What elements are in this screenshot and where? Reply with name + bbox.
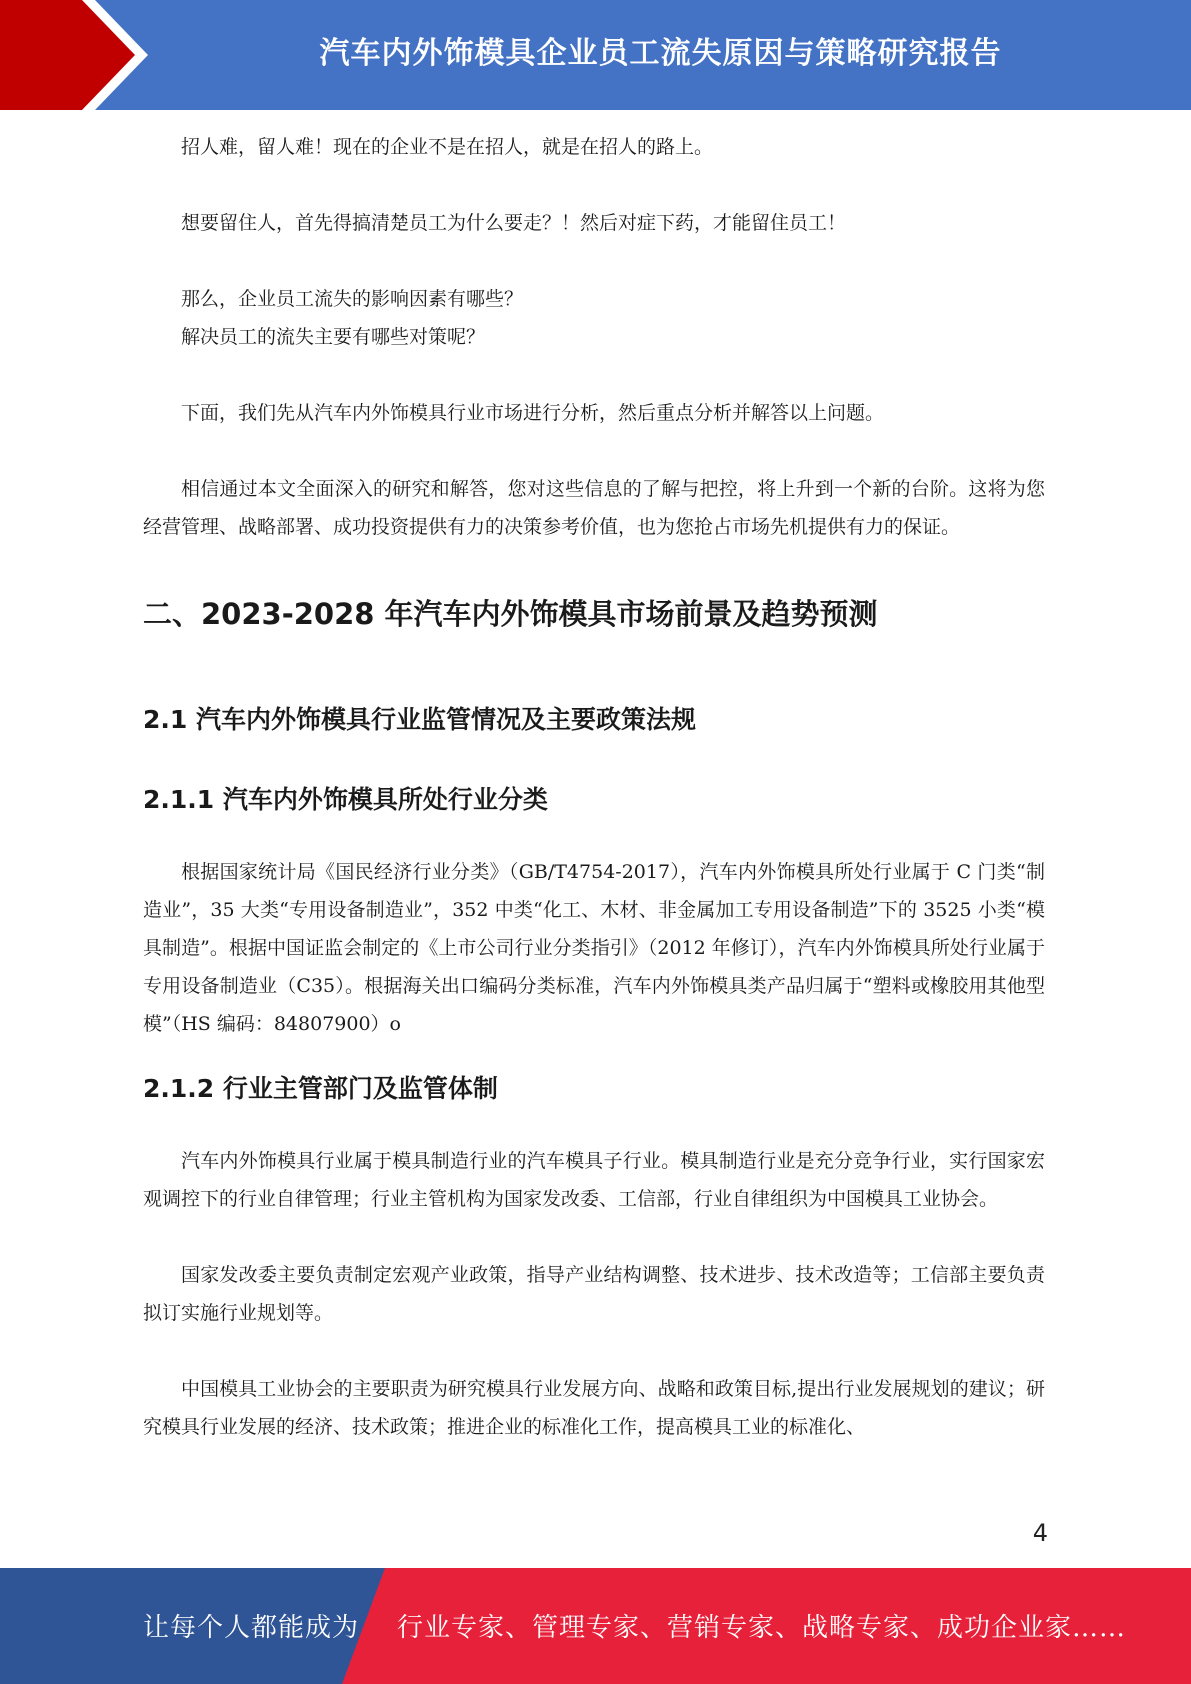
report-title: 汽车内外饰模具企业员工流失原因与策略研究报告 — [319, 36, 1002, 71]
intro-paragraph-2: 想要留住人，首先得搞清楚员工为什么要走？！然后对症下药，才能留住员工！ — [181, 212, 847, 234]
footer-slogan-right: 行业专家、管理专家、营销专家、战略专家、成功企业家…… — [397, 1613, 1127, 1643]
section-2-1-2-paragraph-1: 汽车内外饰模具行业属于模具制造行业的汽车模具子行业。模具制造行业是充分竞争行业，实行国家宏观调控下的行业自律管理；行业主管机构为国家发改委、工信部，行业自律组织为中国模具工业协会。 — [143, 1150, 1045, 1210]
intro-paragraph-6: 相信通过本文全面深入的研究和解答，您对这些信息的了解与把控，将上升到一个新的台阶。这将为您经营管理、战略部署、成功投资提供有力的决策参考价值，也为您抢占市场先机提供有力的保证。 — [143, 478, 1045, 538]
section-2-heading: 二、2023-2028 年汽车内外饰模具市场前景及趋势预测 — [143, 597, 878, 631]
page-content — [143, 128, 1045, 1446]
section-2-1-1-body: 根据国家统计局《国民经济行业分类》（GB/T4754-2017），汽车内外饰模具所处行业属于 C 门类“制造业”，35 大类“专用设备制造业”，352 中类“化工、木材、非金属加工专用设备制造”下的 3525 小类“模具制造”。根据中国证监会制定的《上市公司行业分类指引》（2012 年修订），汽车内外饰模具所处行业属于专用设备制造业（C35）。根据海关出口编码分类标准，汽车内外饰模具类产品归属于“塑料或橡胶用其他型模”（HS 编码：84807900）o — [143, 861, 1045, 1035]
section-2-1-2-paragraph-2: 国家发改委主要负责制定宏观产业政策，指导产业结构调整、技术进步、技术改造等；工信部主要负责拟订实施行业规划等。 — [143, 1264, 1045, 1324]
footer-banner — [0, 1568, 1191, 1684]
intro-paragraph-4: 解决员工的流失主要有哪些对策呢？ — [181, 326, 486, 348]
section-2-1-2-paragraph-3: 中国模具工业协会的主要职责为研究模具行业发展方向、战略和政策目标,提出行业发展规划的建议；研究模具行业发展的经济、技术政策；推进企业的标准化工作，提高模具工业的标准化、 — [143, 1378, 1045, 1438]
section-2-1-1-heading: 2.1.1 汽车内外饰模具所处行业分类 — [143, 785, 548, 814]
intro-paragraph-5: 下面，我们先从汽车内外饰模具行业市场进行分析，然后重点分析并解答以上问题。 — [181, 402, 885, 424]
page-number: 4 — [1032, 1519, 1048, 1547]
section-2-1-2-heading: 2.1.2 行业主管部门及监管体制 — [143, 1074, 498, 1103]
header-banner — [0, 0, 1191, 110]
footer-slogan-left: 让每个人都能成为 — [143, 1613, 360, 1643]
section-2-1-heading: 2.1 汽车内外饰模具行业监管情况及主要政策法规 — [143, 705, 696, 734]
intro-paragraph-1: 招人难，留人难！现在的企业不是在招人，就是在招人的路上。 — [181, 136, 714, 158]
intro-paragraph-3: 那么，企业员工流失的影响因素有哪些？ — [181, 288, 524, 310]
red-arrow-decoration — [0, 0, 160, 110]
